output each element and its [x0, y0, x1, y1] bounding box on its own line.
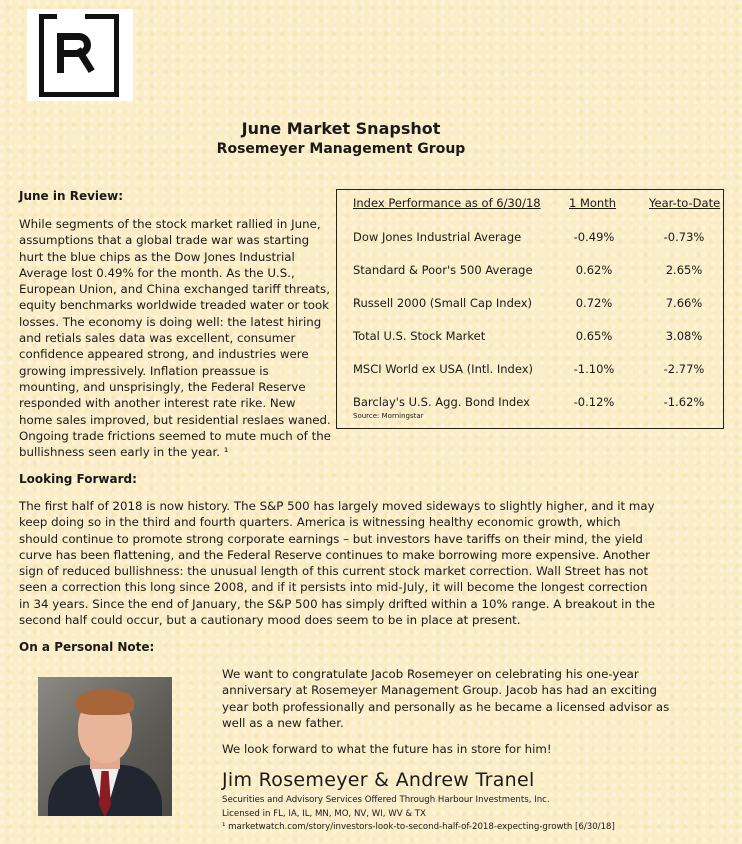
signature: Jim Rosemeyer & Andrew Tranel [222, 769, 535, 791]
index-month-return: -1.10% [573, 362, 615, 376]
portrait-photo [38, 677, 172, 816]
index-ytd-return: -0.73% [663, 230, 705, 244]
index-name: Standard & Poor's 500 Average [353, 263, 533, 277]
table-header-ytd: Year-to-Date [649, 196, 721, 210]
table-header-month: 1 Month [569, 196, 617, 210]
review-paragraph: While segments of the stock market rallied in June, assumptions that a global trade war was starting hurt the blue chips as the Dow Jones Industrial Average lost 0.49% for the month. As the U.S., European Union, and China exchanged tariff threats, equity benchmarks worldwide treaded water or took losses. The economy is doing well: the latest hiring and retials sales data was excellent, consumer confidence appeared strong, and industries were growing impressively. Inflation preassue is mounting, and unsprisingly, the Federal Reserve responded with another interest rate rike. New home sales improved, but residential reslaes waned. Ongoing trade frictions seemed to mute much of the bullishness seen early in the year. ¹ [19, 217, 331, 460]
index-ytd-return: -2.77% [663, 362, 705, 376]
forward-heading: Looking Forward: [19, 472, 137, 486]
index-ytd-return: -1.62% [663, 395, 705, 409]
index-name: Russell 2000 (Small Cap Index) [353, 296, 533, 310]
table-row [337, 362, 723, 382]
footnote: ¹ marketwatch.com/story/investors-look-to-second-half-of-2018-expecting-growth [6/30/18] [222, 822, 615, 832]
page-title: June Market Snapshot [241, 119, 441, 138]
photo-hair [76, 689, 134, 715]
table-row [337, 329, 723, 349]
index-name: MSCI World ex USA (Intl. Index) [353, 362, 534, 376]
index-month-return: -0.49% [573, 230, 615, 244]
license-disclosure: Licensed in FL, IA, IL, MN, MO, NV, WI, WV & TX [222, 809, 426, 819]
review-heading: June in Review: [19, 189, 124, 203]
personal-heading: On a Personal Note: [19, 640, 155, 654]
index-month-return: 0.65% [575, 329, 613, 343]
index-month-return: -0.12% [573, 395, 615, 409]
table-row [337, 296, 723, 316]
logo-letter-bowl [57, 33, 91, 57]
table-source-note: Source: Morningstar [353, 412, 424, 420]
index-name: Barclay's U.S. Agg. Bond Index [353, 395, 530, 409]
index-ytd-return: 2.65% [665, 263, 703, 277]
index-month-return: 0.62% [575, 263, 613, 277]
index-ytd-return: 3.08% [665, 329, 703, 343]
index-name: Dow Jones Industrial Average [353, 230, 522, 244]
look-forward-paragraph: We look forward to what the future has in store for him! [222, 742, 552, 756]
securities-disclosure: Securities and Advisory Services Offered Through Harbour Investments, Inc. [222, 795, 550, 805]
company-logo [27, 9, 133, 101]
index-ytd-return: 7.66% [665, 296, 703, 310]
table-row [337, 263, 723, 283]
index-name: Total U.S. Stock Market [353, 329, 486, 343]
page-subtitle: Rosemeyer Management Group [216, 141, 466, 157]
logo-frame-gap [57, 12, 85, 20]
index-month-return: 0.72% [575, 296, 613, 310]
congrats-paragraph: We want to congratulate Jacob Rosemeyer on celebrating his one-year anniversary at Rosemeyer Management Group. Jacob has had an exciting year both professionally and personally as he became a licensed advisor as well as a new father. [222, 667, 670, 730]
table-row [337, 230, 723, 250]
table-header-index: Index Performance as of 6/30/18 [353, 196, 541, 210]
forward-paragraph: The first half of 2018 is now history. The S&P 500 has largely moved sideways to slightly higher, and it may keep doing so in the third and fourth quarters. America is witnessing healthy economic growth, which should continue to promote strong corporate earnings – but investors have tariffs on their mind, the yield curve has been flattening, and the Federal Reserve continues to make borrowing more expensive. Another sign of reduced bullishness: the unusual length of this current stock market correction. Wall Street has not seen a correction this long since 2008, and if it persists into mid-July, it will become the longest correction in 34 years. Since the end of January, the S&P 500 has simply drifted within a 10% range. A breakout in the second half could occur, but a cautionary mood does seem to be in place at present. [19, 499, 656, 628]
index-performance-table [336, 189, 724, 429]
